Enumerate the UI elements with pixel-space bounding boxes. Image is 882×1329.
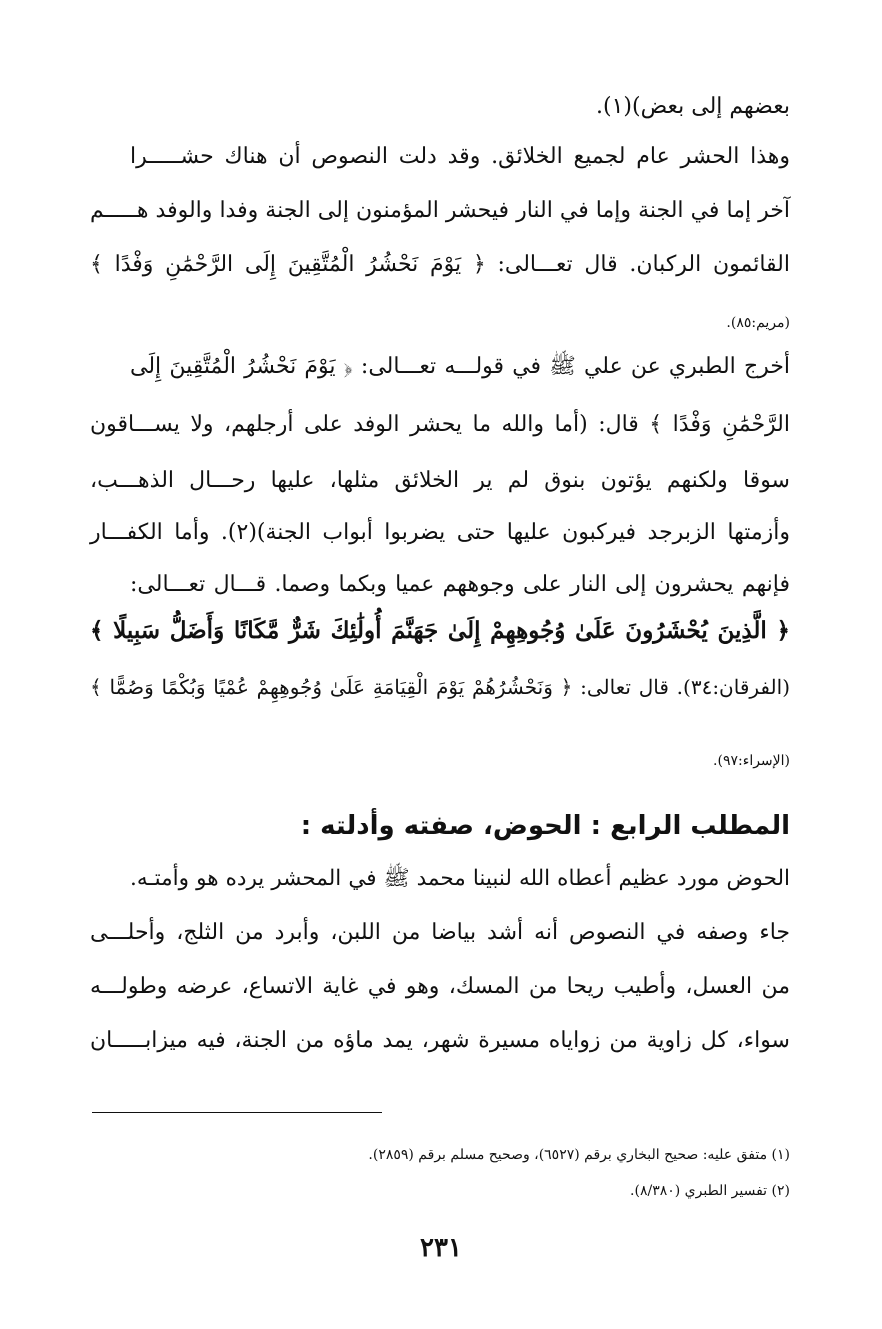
quran-verse-isra: (الفرقان:٣٤). قال تعالى: ﴿ وَنَحْشُرُهُمْ يَوْمَ الْقِيَامَةِ عَلَىٰ وُجُوهِهِمْ عُمْيًا وَبُكْمًا وَصُمًّا ﴾ [90, 675, 790, 699]
surah-reference-maryam: (مريم:٨٥). [726, 315, 790, 331]
body-line-7: الرَّحْمَٰنِ وَفْدًا ﴾ قال: (أما والله ما يحشر الوفد على أرجلهم، ولا يســـاقون [90, 412, 790, 437]
section-line-3: من العسل، وأطيب ريحا من المسك، وهو في غاية الاتساع، عرضه وطولـــه [90, 974, 790, 999]
body-line-10: فإنهم يحشرون إلى النار على وجوههم عميا وبكما وصما. قـــال تعـــالى: [130, 572, 790, 597]
body-line-1: بعضهم إلى بعض)(١). [596, 94, 790, 119]
body-line-6: أخرج الطبري عن علي ﷺ في قولـــه تعـــالى: ﴿ يَوْمَ نَحْشُرُ الْمُتَّقِينَ إِلَى [130, 354, 790, 379]
body-line-4: القائمون الركبان. قال تعـــالى: ﴿ يَوْمَ نَحْشُرُ الْمُتَّقِينَ إِلَى الرَّحْمَٰنِ وَفْدًا ﴾ [90, 252, 790, 277]
footnote-divider [92, 1112, 382, 1113]
quran-verse-furqan: ﴿ الَّذِينَ يُحْشَرُونَ عَلَىٰ وُجُوهِهِمْ إِلَىٰ جَهَنَّمَ أُولَٰئِكَ شَرٌّ مَّكَانًا وَأَضَلُّ سَبِيلًا ﴾ [90, 617, 790, 644]
section-heading: المطلب الرابع : الحوض، صفته وأدلته : [300, 811, 790, 841]
footnote-1: (١) متفق عليه: صحيح البخاري برقم (٦٥٢٧)، وصحيح مسلم برقم (٢٨٥٩). [368, 1147, 790, 1163]
section-line-4: سواء، كل زاوية من زواياه مسيرة شهر، يمد ماؤه من الجنة، فيه ميزابـــــان [90, 1028, 790, 1053]
body-line-8: سوقا ولكنهم يؤتون بنوق لم ير الخلائق مثلها، عليها رحـــال الذهـــب، [90, 468, 790, 493]
section-line-2: جاء وصفه في النصوص أنه أشد بياضا من اللبن، وأبرد من الثلج، وأحلـــى [90, 920, 790, 945]
body-line-2: وهذا الحشر عام لجميع الخلائق. وقد دلت النصوص أن هناك حشـــــرا [130, 144, 790, 169]
body-line-9: وأزمتها الزبرجد فيركبون عليها حتى يضربوا أبواب الجنة)(٢). وأما الكفـــار [90, 520, 790, 545]
footnote-2: (٢) تفسير الطبري (٨/٣٨٠). [630, 1183, 790, 1199]
section-line-1: الحوض مورد عظيم أعطاه الله لنبينا محمد ﷺ في المحشر يرده هو وأمتـه. [130, 866, 790, 891]
surah-reference-isra: (الإسراء:٩٧). [713, 753, 790, 769]
page-number: ٢٣١ [420, 1233, 462, 1263]
body-line-3: آخر إما في الجنة وإما في النار فيحشر المؤمنون إلى الجنة وفدا والوفد هـــــم [90, 198, 790, 223]
